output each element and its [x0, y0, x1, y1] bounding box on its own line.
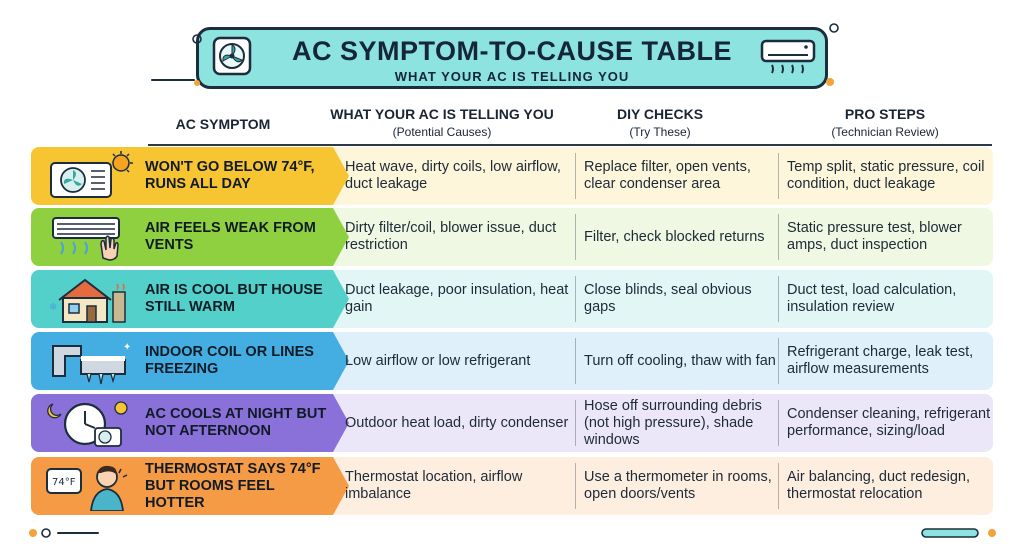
decor-line-left [150, 70, 210, 90]
footer-decor-right [918, 525, 1002, 541]
causes-cell: Duct leakage, poor insulation, heat gain [345, 282, 569, 315]
column-header-label: WHAT YOUR AC IS TELLING YOU [330, 106, 554, 122]
vent-hand-icon [41, 212, 137, 262]
thermostat-readout: 74°F [52, 477, 76, 488]
ac-unit-sun-icon [41, 151, 137, 201]
column-header-sub: (Try These) [629, 125, 691, 139]
pro-cell: Static pressure test, blower amps, duct inspection [778, 214, 993, 260]
causes-cell: Outdoor heat load, dirty condenser [345, 414, 569, 431]
header-divider [148, 144, 992, 146]
causes-cell: Dirty filter/coil, blower issue, duct restriction [345, 220, 557, 253]
symptom-label: AC COOLS AT NIGHT BUT NOT AFTERNOON [145, 406, 327, 439]
diy-cell: Hose off surrounding debris (not high pressure), shade windows [575, 400, 785, 446]
decor-dots-right [800, 22, 840, 92]
column-header-label: PRO STEPS [844, 106, 926, 122]
diy-cell: Use a thermometer in rooms, open doors/vents [575, 463, 785, 509]
causes-cell: Thermostat location, airflow imbalance [345, 469, 523, 502]
clock-ac-icon [41, 398, 137, 448]
symptom-label: WON'T GO BELOW 74°F, RUNS ALL DAY [145, 159, 315, 192]
pro-cell: Air balancing, duct redesign, thermostat relocation [778, 463, 993, 509]
table-row [31, 270, 993, 328]
page-title: AC SYMPTOM-TO-CAUSE TABLE [291, 36, 732, 66]
column-header-sub: (Potential Causes) [392, 125, 492, 139]
symptom-label: AIR FEELS WEAK FROM VENTS [145, 220, 316, 253]
column-header-symptom [148, 116, 298, 132]
table-row [31, 457, 993, 515]
column-header-sub: (Technician Review) [831, 125, 939, 139]
column-header-causes [316, 106, 568, 139]
column-header-label: DIY CHECKS [616, 106, 704, 122]
causes-cell: Low airflow or low refrigerant [345, 352, 531, 369]
column-header-label: AC SYMPTOM [175, 116, 271, 132]
diy-cell: Turn off cooling, thaw with fan [575, 338, 785, 384]
pro-cell: Temp split, static pressure, coil condition, duct leakage [778, 153, 993, 199]
house-heat-icon [41, 274, 137, 324]
table-row [31, 394, 993, 452]
title-banner [196, 27, 828, 89]
pro-cell: Refrigerant charge, leak test, airflow measurements [778, 338, 993, 384]
diy-cell: Close blinds, seal obvious gaps [575, 276, 785, 322]
pro-cell: Duct test, load calculation, insulation review [778, 276, 993, 322]
table-row [31, 147, 993, 205]
fan-icon [212, 36, 252, 76]
thermostat-person-icon [41, 461, 137, 511]
footer-decor-left [26, 525, 106, 541]
column-header-pro [790, 106, 980, 139]
pro-cell: Condenser cleaning, refrigerant performance, sizing/load [778, 400, 993, 446]
frozen-pipe-icon [41, 336, 137, 386]
svg-text:❄: ❄ [49, 302, 58, 313]
diy-cell: Replace filter, open vents, clear condenser area [575, 153, 785, 199]
column-header-diy [585, 106, 735, 139]
table-row [31, 208, 993, 266]
svg-text:✦: ✦ [123, 342, 132, 353]
symptom-label: INDOOR COIL OR LINES FREEZING [145, 344, 314, 377]
table-row [31, 332, 993, 390]
diy-cell: Filter, check blocked returns [575, 214, 785, 260]
symptom-label: AIR IS COOL BUT HOUSE STILL WARM [145, 282, 323, 315]
page-subtitle: WHAT YOUR AC IS TELLING YOU [394, 69, 630, 84]
causes-cell: Heat wave, dirty coils, low airflow, duct leakage [345, 159, 561, 192]
symptom-label: THERMOSTAT SAYS 74°F BUT ROOMS FEEL HOTTER [145, 460, 321, 511]
